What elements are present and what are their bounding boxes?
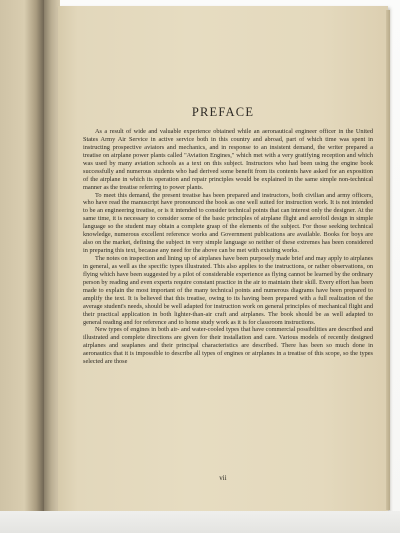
left-facing-page [0,0,44,533]
paragraph-3: The notes on inspection and lining up of airplanes have been purposely made brief and may apply to airplanes in general, as well as the specific types illustrated. This also applies to the instructions, or rather observations, on flying which have been suggested by a pilot of considerable experience as flying cannot be learned by the ordinary person by reading and even experts require constant practice in the air to maintain their skill. Every effort has been made to explain the most important of the many technical points and numerous diagrams have been prepared to amplify the text. It is believed that this treatise, owing to its having been prepared with a full realization of the average student's needs, should be well adapted for instruction work on general principles of mechanical flight and their practical application in both lighter-than-air craft and airplanes. The book should be as well adapted to general reading and for reference and to home study work as it is for classroom instructions. [83,255,373,326]
page-stack-edge [386,10,390,510]
book-page [58,6,388,511]
body-text [83,128,373,366]
paragraph-1: As a result of wide and valuable experience obtained while an aeronautical engineer officer in the United States Army Air Service in active service both in this country and abroad, part of which time was spent in instructing prospective aviators and mechanics, and in response to an insistent demand, the writer prepared a treatise on airplane power plants called "Aviation Engines," which met with a very gratifying reception and which was used by many aviation schools as a text on this subject. Instructors who had been using the engine book successfully and numerous students who had derived some benefit from its contents have asked for an exposition of the airplane in which its operation and repair principles would be explained in the same simple non-technical manner as the treatise referring to power plants. [83,128,373,191]
page-heading: PREFACE [191,105,255,119]
paragraph-2: To meet this demand, the present treatise has been prepared and instructors, both civilian and army officers, who have read the manuscript have pronounced the book as one well suited for instruction work. It is not intended to be an engineering treatise, or is it intended to consider technical points that can interest only the designer. At the same time, it is necessary to consider some of the basic principles of airplane flight and aerofoil design in simple language so the student may obtain a complete grasp of the elements of the subject. For those seeking technical knowledge, numerous excellent reference works and Government publications are available. Books for boys are also on the market, defining the subject in very simple language so neither of these extremes has been considered in preparing this text, because any need for the above can be met with existing works. [83,191,373,255]
table-surface [0,511,400,533]
page-number: vii [219,474,227,482]
paragraph-4: New types of engines in both air- and water-cooled types that have commercial possibilities are described and illustrated and complete directions are given for their installation and care. Various models of recently designed airplanes and seaplanes and their principal characteristics are described. There has been so much done in aeronautics that it is impossible to describe all types of engines or airplanes in a treatise of this scope, so the types selected are those [83,326,373,366]
